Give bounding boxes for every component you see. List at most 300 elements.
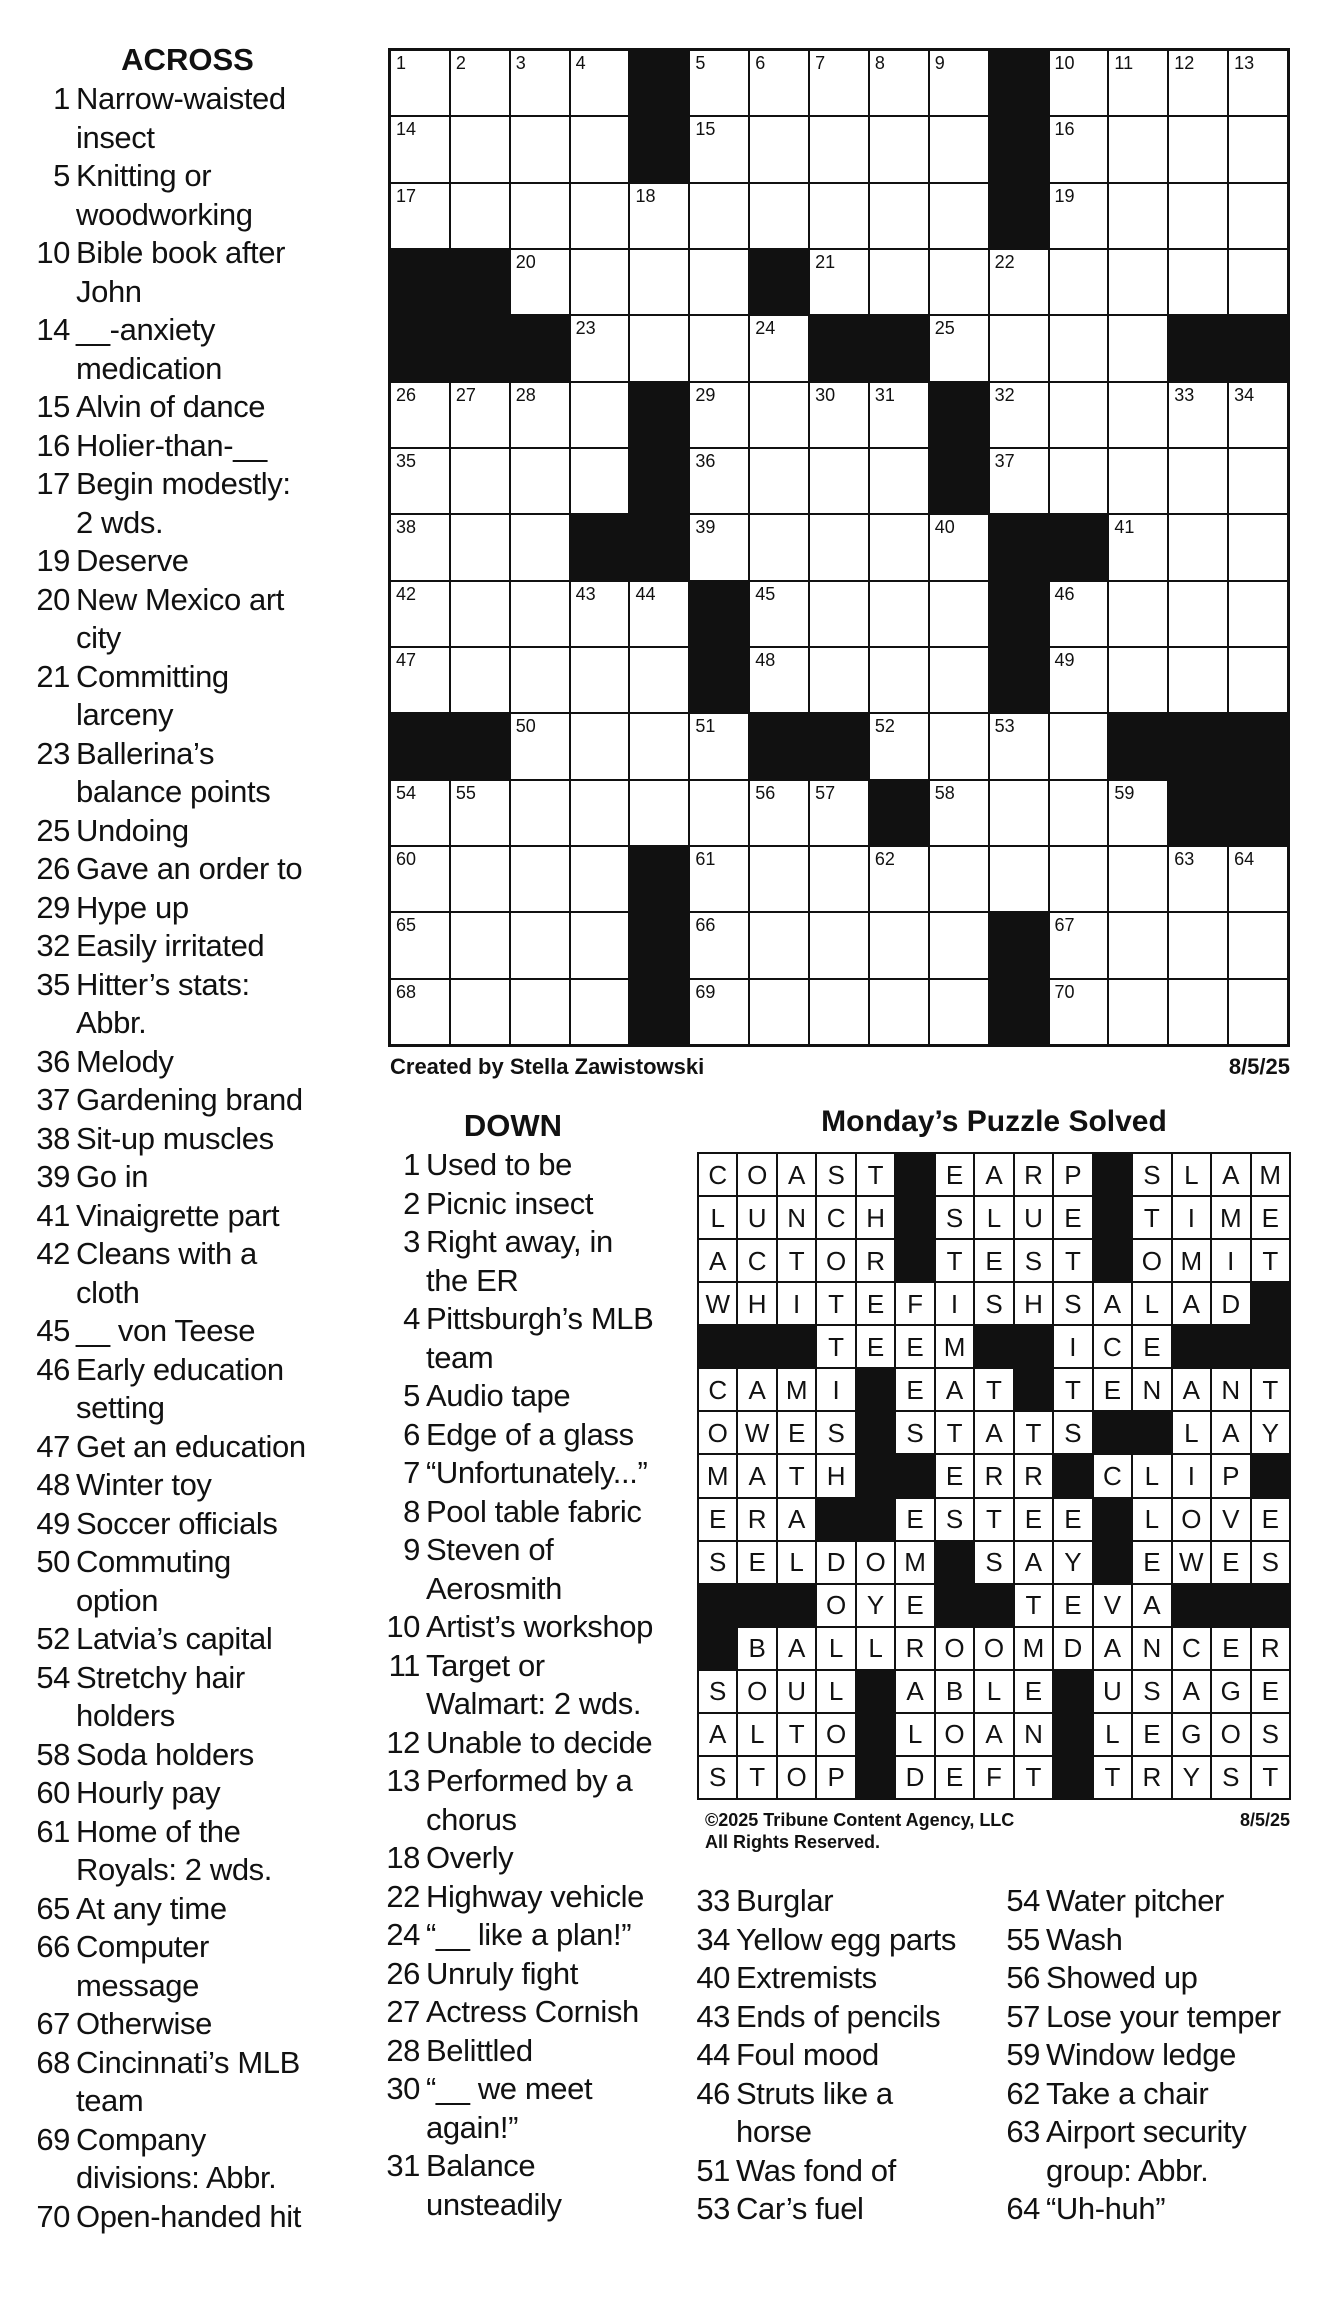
grid-cell[interactable] — [930, 250, 988, 314]
grid-cell[interactable] — [571, 449, 629, 513]
grid-cell[interactable] — [1229, 117, 1287, 181]
grid-cell[interactable] — [1169, 847, 1227, 911]
grid-cell[interactable] — [1109, 582, 1167, 646]
grid-cell[interactable] — [990, 316, 1048, 380]
grid-cell[interactable] — [511, 847, 569, 911]
black-square — [930, 383, 988, 447]
grid-cell[interactable] — [1109, 913, 1167, 977]
grid-cell[interactable] — [990, 449, 1048, 513]
cell-number: 65 — [396, 915, 417, 936]
grid-cell[interactable] — [1169, 648, 1227, 712]
grid-cell[interactable] — [511, 648, 569, 712]
grid-cell[interactable] — [630, 184, 688, 248]
grid-cell[interactable] — [571, 980, 629, 1044]
solved-letter: P — [1212, 1455, 1249, 1496]
grid-cell[interactable] — [511, 781, 569, 845]
clue-text: Cincinnati’s MLB team — [76, 2044, 300, 2118]
grid-cell[interactable] — [810, 250, 868, 314]
grid-cell[interactable] — [870, 117, 928, 181]
cell-number: 60 — [396, 849, 417, 869]
solved-black-square — [738, 1585, 775, 1626]
grid-cell[interactable] — [930, 117, 988, 181]
grid-cell[interactable] — [630, 582, 688, 646]
solved-letter: O — [699, 1412, 736, 1453]
grid-cell[interactable] — [810, 117, 868, 181]
clue-number: 55 — [1006, 1921, 1040, 1957]
grid-cell[interactable] — [511, 51, 569, 115]
grid-cell[interactable] — [990, 250, 1048, 314]
down-clues-col2 — [686, 1882, 996, 2229]
down-clue-24 — [378, 1916, 678, 1955]
grid-cell[interactable] — [630, 714, 688, 778]
clue-number: 3 — [403, 1224, 420, 1259]
grid-cell[interactable] — [451, 582, 509, 646]
grid-cell[interactable] — [571, 184, 629, 248]
grid-cell[interactable] — [930, 648, 988, 712]
grid-cell[interactable] — [750, 648, 808, 712]
clue-text: Hype up — [76, 889, 189, 925]
grid-cell[interactable] — [690, 781, 748, 845]
grid-cell[interactable] — [571, 648, 629, 712]
grid-cell[interactable] — [391, 117, 449, 181]
solved-letter: S — [817, 1154, 854, 1195]
solved-black-square — [778, 1585, 815, 1626]
across-clue-65 — [10, 1890, 360, 1929]
grid-cell[interactable] — [1229, 847, 1287, 911]
clue-number: 4 — [403, 1301, 420, 1336]
black-square — [690, 648, 748, 712]
grid-cell[interactable] — [870, 250, 928, 314]
grid-cell[interactable] — [990, 847, 1048, 911]
clue-text: Otherwise — [76, 2006, 212, 2041]
grid-cell[interactable] — [1229, 51, 1287, 115]
clue-text: Water pitcher — [1046, 1883, 1224, 1918]
grid-cell[interactable] — [391, 582, 449, 646]
grid-cell[interactable] — [451, 383, 509, 447]
grid-cell[interactable] — [1169, 515, 1227, 579]
cell-number: 45 — [755, 583, 776, 604]
grid-cell[interactable] — [391, 184, 449, 248]
grid-cell[interactable] — [750, 449, 808, 513]
grid-cell[interactable] — [1109, 51, 1167, 115]
grid-cell[interactable] — [1109, 316, 1167, 380]
grid-cell[interactable] — [451, 51, 509, 115]
solved-black-square — [1054, 1757, 1091, 1798]
grid-cell[interactable] — [750, 913, 808, 977]
grid-cell[interactable] — [810, 781, 868, 845]
clue-number: 35 — [36, 966, 70, 1002]
grid-cell[interactable] — [810, 913, 868, 977]
grid-cell[interactable] — [391, 980, 449, 1044]
grid-cell[interactable] — [750, 316, 808, 380]
grid-cell[interactable] — [870, 383, 928, 447]
grid-cell[interactable] — [1169, 250, 1227, 314]
grid-cell[interactable] — [1109, 980, 1167, 1044]
grid-cell[interactable] — [1169, 383, 1227, 447]
solved-letter: U — [1015, 1197, 1052, 1238]
grid-cell[interactable] — [810, 383, 868, 447]
grid-cell[interactable] — [630, 781, 688, 845]
grid-cell[interactable] — [630, 648, 688, 712]
clue-number: 37 — [36, 1082, 70, 1117]
black-square — [630, 515, 688, 579]
grid-cell[interactable] — [571, 51, 629, 115]
solved-letter: A — [1173, 1671, 1210, 1712]
grid-cell[interactable] — [1050, 316, 1108, 380]
grid-cell[interactable] — [1109, 117, 1167, 181]
grid-cell[interactable] — [1050, 980, 1108, 1044]
grid-cell[interactable] — [930, 582, 988, 646]
grid-cell[interactable] — [1109, 847, 1167, 911]
grid-cell[interactable] — [571, 316, 629, 380]
grid-cell[interactable] — [750, 582, 808, 646]
grid-cell[interactable] — [511, 184, 569, 248]
grid-cell[interactable] — [690, 449, 748, 513]
grid-cell[interactable] — [1050, 51, 1108, 115]
grid-cell[interactable] — [1109, 781, 1167, 845]
grid-cell[interactable] — [990, 781, 1048, 845]
down-clue-26 — [378, 1955, 678, 1994]
solved-black-square — [1252, 1326, 1289, 1367]
clue-number: 20 — [36, 581, 70, 617]
solved-black-square — [857, 1455, 894, 1496]
grid-cell[interactable] — [690, 515, 748, 579]
across-clues — [10, 42, 360, 2236]
grid-cell[interactable] — [511, 714, 569, 778]
solved-black-square — [857, 1499, 894, 1540]
grid-cell[interactable] — [391, 913, 449, 977]
solved-letter: O — [1133, 1240, 1170, 1281]
clue-number: 33 — [696, 1883, 730, 1918]
across-clue-45 — [10, 1312, 360, 1351]
solved-letter: A — [896, 1671, 933, 1712]
solved-letter: E — [857, 1283, 894, 1324]
grid-cell[interactable] — [690, 980, 748, 1044]
solved-letter: E — [936, 1757, 973, 1798]
grid-cell[interactable] — [1229, 980, 1287, 1044]
grid-cell[interactable] — [391, 781, 449, 845]
cell-number: 52 — [874, 716, 895, 737]
across-clue-60 — [10, 1774, 360, 1813]
grid-cell[interactable] — [1169, 980, 1227, 1044]
grid-cell[interactable] — [511, 515, 569, 579]
solved-letter: A — [936, 1369, 973, 1410]
grid-cell[interactable] — [1109, 184, 1167, 248]
solved-letter: F — [896, 1283, 933, 1324]
solved-letter: O — [817, 1585, 854, 1626]
grid-cell[interactable] — [690, 184, 748, 248]
grid-cell[interactable] — [870, 714, 928, 778]
solved-letter: S — [1133, 1671, 1170, 1712]
cell-number: 48 — [755, 650, 776, 670]
solved-letter: A — [1094, 1628, 1131, 1669]
clue-number: 31 — [386, 2148, 420, 2183]
grid-cell[interactable] — [990, 383, 1048, 447]
solved-grid — [697, 1152, 1291, 1800]
grid-cell[interactable] — [1229, 648, 1287, 712]
grid-cell[interactable] — [1050, 582, 1108, 646]
grid-cell[interactable] — [1169, 184, 1227, 248]
grid-cell[interactable] — [1109, 383, 1167, 447]
clue-text: Right away, in the ER — [426, 1224, 613, 1298]
grid-cell[interactable] — [511, 913, 569, 977]
across-clue-23 — [10, 735, 360, 812]
grid-cell[interactable] — [451, 781, 509, 845]
solved-letter: O — [817, 1240, 854, 1281]
grid-cell[interactable] — [630, 250, 688, 314]
down-clue-30 — [378, 2070, 678, 2147]
grid-cell[interactable] — [391, 847, 449, 911]
grid-cell[interactable] — [810, 648, 868, 712]
down-clue-56 — [996, 1959, 1316, 1998]
solved-rights: All Rights Reserved. — [705, 1832, 881, 1852]
grid-cell[interactable] — [870, 847, 928, 911]
across-clue-70 — [10, 2198, 360, 2237]
grid-cell[interactable] — [1109, 250, 1167, 314]
cell-number: 19 — [1054, 185, 1075, 206]
clue-number: 10 — [386, 1609, 420, 1644]
grid-cell[interactable] — [1050, 383, 1108, 447]
grid-cell[interactable] — [690, 250, 748, 314]
grid-cell[interactable] — [571, 913, 629, 977]
grid-cell[interactable] — [690, 316, 748, 380]
grid-cell[interactable] — [750, 847, 808, 911]
grid-cell[interactable] — [870, 980, 928, 1044]
grid-cell[interactable] — [571, 582, 629, 646]
grid-cell[interactable] — [690, 913, 748, 977]
grid-cell[interactable] — [870, 648, 928, 712]
grid-cell[interactable] — [750, 184, 808, 248]
grid-cell[interactable] — [571, 250, 629, 314]
grid-cell[interactable] — [810, 449, 868, 513]
solved-black-square — [896, 1455, 933, 1496]
grid-cell[interactable] — [451, 515, 509, 579]
cell-number: 29 — [695, 384, 716, 405]
clue-text: Car’s fuel — [736, 2191, 864, 2226]
cell-number: 68 — [396, 981, 417, 1002]
grid-cell[interactable] — [511, 582, 569, 646]
clue-text: Artist’s workshop — [426, 1609, 653, 1644]
solved-letter: A — [778, 1628, 815, 1669]
grid-cell[interactable] — [930, 515, 988, 579]
grid-cell[interactable] — [690, 847, 748, 911]
grid-cell[interactable] — [1229, 449, 1287, 513]
grid-cell[interactable] — [930, 913, 988, 977]
cell-number: 10 — [1054, 53, 1075, 73]
down-clue-44 — [686, 2036, 996, 2075]
clue-number: 69 — [36, 2121, 70, 2157]
grid-cell[interactable] — [630, 316, 688, 380]
grid-cell[interactable] — [511, 980, 569, 1044]
grid-cell[interactable] — [391, 449, 449, 513]
solved-black-square — [1094, 1240, 1131, 1281]
grid-cell[interactable] — [1229, 913, 1287, 977]
grid-cell[interactable] — [571, 714, 629, 778]
grid-cell[interactable] — [690, 117, 748, 181]
across-clue-47 — [10, 1428, 360, 1467]
grid-cell[interactable] — [1109, 449, 1167, 513]
grid-cell[interactable] — [511, 449, 569, 513]
grid-cell[interactable] — [1050, 913, 1108, 977]
grid-cell[interactable] — [451, 117, 509, 181]
grid-cell[interactable] — [1109, 515, 1167, 579]
grid-cell[interactable] — [1169, 117, 1227, 181]
solved-letter: M — [1212, 1197, 1249, 1238]
clue-number: 16 — [36, 427, 70, 463]
solved-title: Monday’s Puzzle Solved — [821, 1105, 1167, 1138]
grid-cell[interactable] — [930, 980, 988, 1044]
grid-cell[interactable] — [810, 582, 868, 646]
grid-cell[interactable] — [930, 714, 988, 778]
grid-cell[interactable] — [870, 913, 928, 977]
solved-black-square — [1212, 1585, 1249, 1626]
grid-cell[interactable] — [451, 913, 509, 977]
solved-letter: O — [857, 1542, 894, 1583]
down-clue-2 — [378, 1185, 678, 1224]
grid-cell[interactable] — [810, 184, 868, 248]
grid-cell[interactable] — [1050, 847, 1108, 911]
clue-text: Gardening brand — [76, 1082, 303, 1117]
grid-cell[interactable] — [571, 383, 629, 447]
clue-number: 28 — [386, 2032, 420, 2068]
grid-cell[interactable] — [750, 383, 808, 447]
grid-cell[interactable] — [750, 980, 808, 1044]
grid-cell[interactable] — [1050, 648, 1108, 712]
grid-cell[interactable] — [451, 184, 509, 248]
solved-letter: G — [1173, 1714, 1210, 1755]
grid-cell[interactable] — [750, 51, 808, 115]
grid-cell[interactable] — [1229, 515, 1287, 579]
grid-cell[interactable] — [810, 980, 868, 1044]
grid-cell[interactable] — [810, 51, 868, 115]
solved-letter: C — [1094, 1455, 1131, 1496]
solved-black-square — [896, 1154, 933, 1195]
solved-letter: H — [817, 1455, 854, 1496]
grid-cell[interactable] — [1169, 449, 1227, 513]
grid-cell[interactable] — [451, 449, 509, 513]
grid-cell[interactable] — [451, 648, 509, 712]
solved-letter: C — [1094, 1326, 1131, 1367]
grid-cell[interactable] — [391, 383, 449, 447]
clue-number: 38 — [36, 1120, 70, 1156]
clue-text: Alvin of dance — [76, 389, 266, 424]
cell-number: 12 — [1174, 53, 1195, 73]
clue-text: Unable to decide — [426, 1724, 653, 1760]
clue-number: 30 — [386, 2071, 420, 2106]
grid-cell[interactable] — [511, 250, 569, 314]
grid-cell[interactable] — [571, 781, 629, 845]
solved-letter: T — [975, 1369, 1012, 1410]
black-square — [1169, 714, 1227, 778]
down-clue-18 — [378, 1839, 678, 1878]
cell-number: 43 — [575, 583, 596, 604]
grid-cell[interactable] — [930, 184, 988, 248]
grid-cell[interactable] — [810, 847, 868, 911]
solved-letter: E — [1252, 1499, 1289, 1540]
solved-letter: O — [936, 1628, 973, 1669]
clue-text: Computer message — [76, 1929, 209, 2003]
grid-cell[interactable] — [990, 714, 1048, 778]
grid-cell[interactable] — [511, 383, 569, 447]
grid-cell[interactable] — [870, 582, 928, 646]
clue-text: Highway vehicle — [426, 1878, 644, 1914]
grid-cell[interactable] — [1229, 184, 1287, 248]
across-clue-19 — [10, 542, 360, 581]
grid-cell[interactable] — [690, 383, 748, 447]
grid-cell[interactable] — [870, 51, 928, 115]
grid-cell[interactable] — [930, 51, 988, 115]
grid-cell[interactable] — [690, 714, 748, 778]
solved-black-square — [1015, 1369, 1052, 1410]
grid-cell[interactable] — [870, 184, 928, 248]
grid-cell[interactable] — [451, 847, 509, 911]
grid-cell[interactable] — [870, 449, 928, 513]
solved-black-square — [1252, 1585, 1289, 1626]
solved-letter: T — [857, 1154, 894, 1195]
grid-cell[interactable] — [750, 781, 808, 845]
grid-cell[interactable] — [690, 51, 748, 115]
solved-letter: A — [1173, 1369, 1210, 1410]
solved-letter: S — [699, 1757, 736, 1798]
solved-letter: A — [699, 1714, 736, 1755]
grid-cell[interactable] — [1229, 250, 1287, 314]
clue-text: Hitter’s stats: Abbr. — [76, 966, 250, 1040]
grid-cell[interactable] — [391, 515, 449, 579]
solved-letter: T — [1054, 1369, 1091, 1410]
clue-number: 5 — [403, 1378, 420, 1413]
grid-cell[interactable] — [1229, 383, 1287, 447]
solved-letter: D — [1054, 1628, 1091, 1669]
grid-cell[interactable] — [451, 980, 509, 1044]
grid-cell[interactable] — [810, 515, 868, 579]
grid-cell[interactable] — [930, 847, 988, 911]
grid-cell[interactable] — [1229, 582, 1287, 646]
grid-cell[interactable] — [1169, 582, 1227, 646]
across-clue-37 — [10, 1081, 360, 1120]
grid-cell[interactable] — [1050, 449, 1108, 513]
solved-letter: E — [896, 1369, 933, 1410]
grid-cell[interactable] — [1050, 117, 1108, 181]
grid-cell[interactable] — [1050, 781, 1108, 845]
grid-cell[interactable] — [1169, 51, 1227, 115]
solved-letter: D — [896, 1757, 933, 1798]
grid-cell[interactable] — [930, 781, 988, 845]
cell-number: 66 — [695, 915, 716, 936]
grid-cell[interactable] — [750, 117, 808, 181]
grid-cell[interactable] — [391, 648, 449, 712]
cell-number: 63 — [1174, 849, 1195, 869]
grid-cell[interactable] — [571, 847, 629, 911]
grid-cell[interactable] — [1050, 714, 1108, 778]
solved-letter: T — [1054, 1240, 1091, 1281]
grid-cell[interactable] — [1050, 184, 1108, 248]
grid-cell[interactable] — [1109, 648, 1167, 712]
solved-letter: T — [1015, 1757, 1052, 1798]
across-clue-42 — [10, 1235, 360, 1312]
grid-cell[interactable] — [750, 515, 808, 579]
grid-cell[interactable] — [870, 515, 928, 579]
grid-cell[interactable] — [391, 51, 449, 115]
grid-cell[interactable] — [571, 117, 629, 181]
grid-cell[interactable] — [1169, 913, 1227, 977]
clue-number: 48 — [36, 1467, 70, 1502]
down-clue-53 — [686, 2190, 996, 2229]
grid-cell[interactable] — [930, 316, 988, 380]
black-square — [990, 515, 1048, 579]
grid-cell[interactable] — [1050, 250, 1108, 314]
grid-cell[interactable] — [511, 117, 569, 181]
solved-letter: L — [778, 1542, 815, 1583]
